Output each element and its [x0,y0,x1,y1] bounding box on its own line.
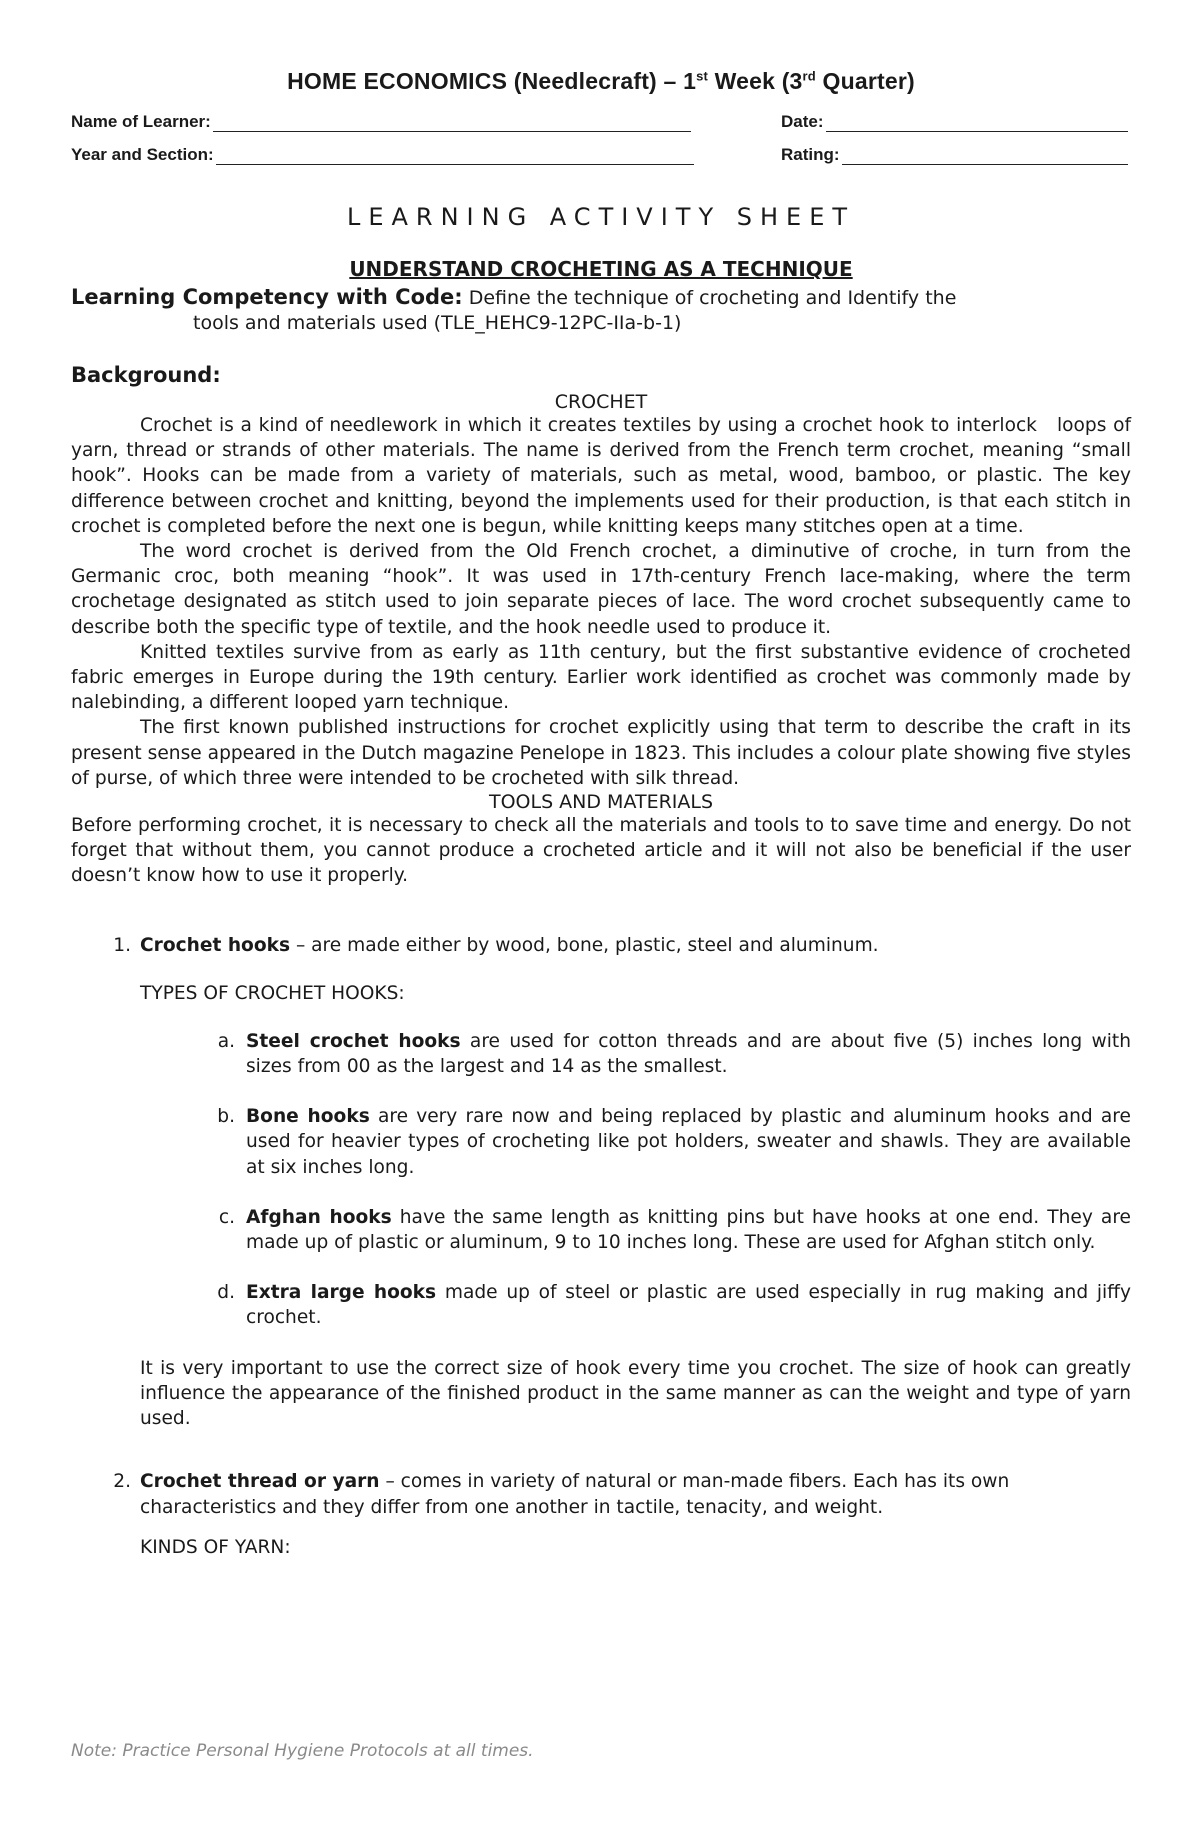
list-item [71,1280,1131,1330]
hook-size-note: It is very important to use the correct size of hook every time you crochet. The size of hook can greatly influence the appearance of the finished product in the same manner as can the weight and type of yarn used. [140,1357,1131,1430]
year-section-blank-line[interactable] [216,146,694,165]
hook-types-heading: TYPES OF CROCHET HOOKS: [140,982,405,1004]
list-letter: a. [217,1030,235,1052]
list-number: 1. [113,934,131,956]
yarn-kinds-heading: KINDS OF YARN: [140,1536,291,1558]
title-superscript: st [696,68,709,84]
competency-text: Define the technique of crocheting and Identify the [462,287,957,309]
crochet-heading: CROCHET [554,391,648,413]
list-letter: d. [217,1282,235,1304]
competency-label: Learning Competency with Code: [71,285,463,309]
name-blank-line[interactable] [213,113,691,132]
rating-blank-line[interactable] [842,146,1128,165]
date-blank-line[interactable] [826,113,1128,132]
list-item-term: Extra large hooks [246,1282,437,1304]
section-title: UNDERSTAND CROCHETING AS A TECHNIQUE [349,257,853,281]
list-letter: c. [218,1206,235,1228]
list-item-text: are very rare now and being replaced by plastic and aluminum hooks and are used for heavier types of crocheting like pot holders, sweater and shawls. They are available at six inches long. [246,1106,1131,1178]
list-item-text: – are made either by wood, bone, plastic, steel and aluminum. [290,934,879,956]
list-item-text: – comes in variety of natural or man-made fibers. Each has its own characteristics and they differ from one another in tactile, tenacity, and weight. [140,1471,1010,1518]
list-item-text: made up of steel or plastic are used especially in rug making and jiffy crochet. [246,1282,1131,1329]
tools-intro: Before performing crochet, it is necessary to check all the materials and tools to to save time and energy. Do not forget that without them, you cannot produce a crocheted article and it will not also be beneficial if the user doesn’t know how to use it properly. [71,815,1131,887]
list-item-term: Steel crochet hooks [246,1030,461,1052]
paragraph: Crochet is a kind of needlework in which it creates textiles by using a crochet hook to interlock loops of yarn, thread or strands of other materials. The name is derived from the French term crochet, meaning “small hook”. Hooks can be made from a variety of materials, such as metal, wood, bamboo, or plastic. The key difference between crochet and knitting, beyond the implements used for their production, is that each stitch in crochet is completed before the next one is begun, while knitting keeps many stitches open at a time. [71,415,1131,537]
list-item [71,1205,1131,1255]
name-date-row [71,112,1131,132]
list-letter: b. [217,1106,235,1128]
activity-sheet [71,68,1131,1558]
date-label: Date: [781,112,824,131]
list-item [71,1029,1131,1079]
list-item [71,1104,1131,1180]
list-item [71,933,1131,958]
competency-code: tools and materials used (TLE_HEHC9-12PC-IIa-b-1) [193,312,682,334]
year-section-label: Year and Section: [71,145,214,164]
footer-note: Note: Practice Personal Hygiene Protocols at all times. [71,1741,534,1761]
title-part: Quarter) [815,68,915,94]
title-part: Week (3 [708,68,803,94]
list-item-text: have the same length as knitting pins but have hooks at one end. They are made up of plastic or aluminum, 9 to 10 inches long. These are used for Afghan stitch only. [246,1206,1131,1254]
paragraph: The word crochet is derived from the Old French crochet, a diminutive of croche, in turn from the Germanic croc, both meaning “hook”. It was used in 17th-century French lace-making, where the term crochetage designated as stitch used to join separate pieces of lace. The word crochet subsequently came to describe both the specific type of textile, and the hook needle used to produce it. [71,541,1131,638]
rating-label: Rating: [781,145,840,164]
year-rating-row [71,145,1131,165]
sheet-title: LEARNING ACTIVITY SHEET [346,203,856,231]
list-item-term: Bone hooks [246,1106,370,1128]
paragraph: Knitted textiles survive from as early as 11th century, but the first substantive evidence of crocheted fabric emerges in Europe during the 19th century. Earlier work identified as crochet was commonly made by nalebinding, a different looped yarn technique. [71,641,1131,714]
list-item-text: are used for cotton threads and are about five (5) inches long with sizes from 00 as the largest and 14 as the smallest. [246,1030,1131,1078]
list-item-term: Crochet thread or yarn [140,1471,380,1493]
document-title [71,68,1131,95]
list-item [71,1469,1131,1519]
paragraph: The first known published instructions for crochet explicitly using that term to describe the craft in its present sense appeared in the Dutch magazine Penelope in 1823. This includes a colour plate showing five styles of purse, of which three were intended to be crocheted with silk thread. [71,717,1131,789]
date-field[interactable] [781,112,1128,132]
list-item-term: Afghan hooks [246,1206,392,1228]
learning-competency [71,285,1131,336]
title-superscript: rd [802,68,816,84]
year-section-field[interactable] [71,145,711,165]
name-field[interactable] [71,112,711,132]
rating-field[interactable] [781,145,1128,165]
name-label: Name of Learner: [71,112,211,131]
background-label: Background: [71,363,221,387]
list-item-term: Crochet hooks [140,934,291,956]
tools-heading: TOOLS AND MATERIALS [488,791,714,814]
title-part: HOME ECONOMICS (Needlecraft) – 1 [287,68,697,94]
list-number: 2. [113,1471,131,1493]
